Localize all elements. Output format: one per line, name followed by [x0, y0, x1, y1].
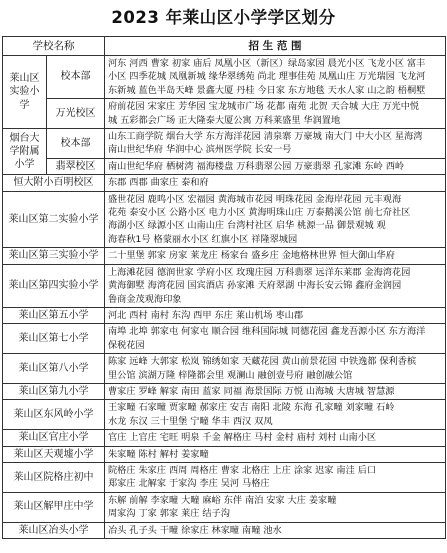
school-row [3, 175, 446, 191]
range-line: 南山世纪华府 华润中心 滨州医学院 长安一号 [108, 144, 292, 156]
school-name: 莱山区院格庄初中 [3, 462, 105, 492]
school-name: 恒大附小百明校区 [3, 175, 105, 191]
range-line: 水龙 东汉 三十里堡 宁疃 华丰 西汉 双凤 [108, 415, 273, 427]
school-row [3, 446, 446, 462]
range-line: 黄海御墅 海湾花园 国宾酒店 孙家滩 天府翠湖 中海长安云锦 鑫府金润园 [108, 280, 402, 292]
enrollment-range [105, 446, 446, 462]
school-row [3, 56, 446, 99]
enrollment-range [105, 400, 446, 430]
school-row [3, 99, 446, 129]
range-line: 陈家 远峰 大郭家 松岚 锦绣如家 天藏花园 黄山前景花园 中铁逸都 保利香槟 [108, 356, 417, 368]
school-row [3, 248, 446, 264]
range-line: 王家疃 石家疃 贾家疃 郝家庄 安吉 南阳 北陵 东海 孔家疃 刘家疃 石岭 [108, 402, 395, 414]
range-line: 河北 西村 南村 东沟 西甲 东庄 莱山机场 枣山郡 [108, 309, 304, 321]
range-line: 保税花园 [108, 339, 145, 351]
range-line: 府前花园 宋家庄 芳华园 宝龙城市广场 花都 南苑 北贺 天合城 大庄 万光中悦 [108, 101, 420, 113]
header-row [3, 37, 446, 56]
range-line: 河东 河西 曹家 初家 庙后 凤凰小区（新区）绿岛家园 晨光小区 飞龙小区 富丰 [108, 58, 426, 69]
range-line: 东解 前解 李家疃 大疃 麻峪 东伴 南泊 安家 大庄 姜家疃 [108, 494, 337, 506]
range-line: 南埠 北埠 郭家屯 何家屯 顺合园 维科国际城 同德花园 鑫龙吾源小区 东方海洋 [108, 326, 426, 338]
school-row [3, 400, 446, 430]
range-line: 山东工商学院 烟台大学 东方海洋花园 清泉寨 万豪城 南大门 中大小区 星海湾 [108, 131, 423, 143]
enrollment-range [105, 492, 446, 522]
table-body [3, 56, 446, 539]
range-line: 官庄 上官庄 宅旺 明泉 千金 解格庄 马村 金村 庙村 刘村 山南小区 [108, 432, 377, 444]
range-line: 花苑 泰安小区 公路小区 电力小区 黄海明珠山庄 万泰鹅溪公馆 前七夼社区 [108, 207, 411, 219]
campus-name: 校本部 [47, 129, 105, 159]
school-name: 烟台大学附属小学 [3, 129, 47, 175]
enrollment-range [105, 248, 446, 264]
school-name: 莱山区第五小学 [3, 307, 105, 323]
range-line: 上海滩花园 德润世家 学府小区 玫瑰庄园 万科翡翠 远洋东莱郡 金海湾花园 [108, 266, 411, 278]
enrollment-range [105, 129, 446, 159]
range-line: 东新城 蓝色半岛天峰 景鑫大厦 丹桂 今日家 东方地毯 天水人家 山之韵 梧桐墅 [108, 84, 426, 96]
school-row [3, 462, 446, 492]
range-line: 二十里堡 郭家 房家 莱龙庄 杨家台 盛乡庄 金地格林世界 恒大御山华府 [108, 250, 395, 262]
campus-name: 翡翠校区 [47, 158, 105, 174]
range-line: 海春秋1号 格蒙丽水小区 红旗小区 祥隆翠城园 [108, 233, 298, 245]
school-row [3, 324, 446, 354]
school-row [3, 430, 446, 446]
district-table [2, 36, 446, 539]
enrollment-range [105, 430, 446, 446]
school-name: 莱山区第八小学 [3, 354, 105, 384]
range-line: 朱家疃 陈村 解村 姜家疃 [108, 448, 209, 460]
campus-name: 万光校区 [47, 99, 105, 129]
enrollment-range [105, 354, 446, 384]
school-row [3, 354, 446, 384]
range-line: 院格庄 朱家庄 西周 周格庄 曹家 北格庄 上庄 涂家 迟家 南洼 后口 [108, 464, 377, 476]
range-line: 曹家庄 罗峰 解家 南田 蓝家 同福 海景国际 万悦 山海城 大唐城 智慧源 [108, 385, 395, 397]
school-name: 莱山区第七小学 [3, 324, 105, 354]
range-line: 冶头 孔子头 干疃 徐家庄 林家疃 南疃 池水 [108, 524, 282, 536]
school-row [3, 307, 446, 323]
enrollment-range [105, 158, 446, 174]
range-line: 盛世花园 鹿鸣小区 宏福园 黄海城市花园 明珠花园 金海岸花园 元丰观海 [108, 193, 402, 205]
range-line: 南山世纪华府 栖树湾 福海楼盘 万科翡翠公园 万豪翡翠 孔家滩 东岭 西岭 [108, 160, 405, 172]
enrollment-range [105, 324, 446, 354]
range-line: 海湖小区 绿源小区 山南山庄 台湾村社区 启华 桃源一品 御景观城 观 [108, 220, 386, 232]
enrollment-range [105, 383, 446, 399]
school-row [3, 522, 446, 538]
enrollment-range [105, 264, 446, 307]
school-name-header: 学校名称 [3, 37, 105, 56]
range-line: 城 五彩都会广场 正大隆泰大厦公寓 万科莱盛里 华润置地 [108, 114, 341, 126]
enrollment-range [105, 99, 446, 129]
school-name: 莱山区第九小学 [3, 383, 105, 399]
enrollment-range [105, 307, 446, 323]
enrollment-range [105, 462, 446, 492]
enrollment-range [105, 56, 446, 99]
school-row [3, 158, 446, 174]
school-name: 莱山区解甲庄中学 [3, 492, 105, 522]
school-row [3, 492, 446, 522]
school-name: 莱山区冶头小学 [3, 522, 105, 538]
school-name: 莱山区第二实验小学 [3, 191, 105, 248]
school-name: 莱山区天观墟小学 [3, 446, 105, 462]
range-line: 郑家庄 北解家 于家沟 李庄 吴河 马格庄 [108, 478, 270, 490]
school-row [3, 191, 446, 248]
school-name: 莱山区官庄小学 [3, 430, 105, 446]
school-name: 莱山区东风岭小学 [3, 400, 105, 430]
page-title: 2023 年莱山区小学学区划分 [111, 8, 336, 27]
range-line: 里公馆 滨湖万隆 梓隆都会里 观澜山 融创壹号府 融创融公馆 [108, 369, 353, 381]
school-name: 莱山区第四实验小学 [3, 264, 105, 307]
school-row [3, 383, 446, 399]
range-line: 鲁商金茂观海印象 [108, 293, 182, 305]
range-line: 小区 四季花城 凤凰新城 缘华翠绣苑 尚北 理事佳苑 凤凰山庄 万光瑞园 飞龙河 [108, 71, 426, 83]
campus-name: 校本部 [47, 56, 105, 99]
enrollment-range [105, 522, 446, 538]
school-name: 莱山区第三实验小学 [3, 248, 105, 264]
range-line: 东郡 西郡 曲家庄 泰和府 [108, 177, 209, 189]
school-row [3, 264, 446, 307]
enrollment-range-header: 招 生 范 围 [105, 37, 446, 56]
school-name: 莱山区实验小学 [3, 56, 47, 129]
range-line: 周家沟 丁家 郭家 莱庄 结子沟 [108, 508, 230, 520]
enrollment-range [105, 191, 446, 248]
enrollment-range [105, 175, 446, 191]
school-row [3, 129, 446, 159]
table-header [3, 37, 446, 56]
